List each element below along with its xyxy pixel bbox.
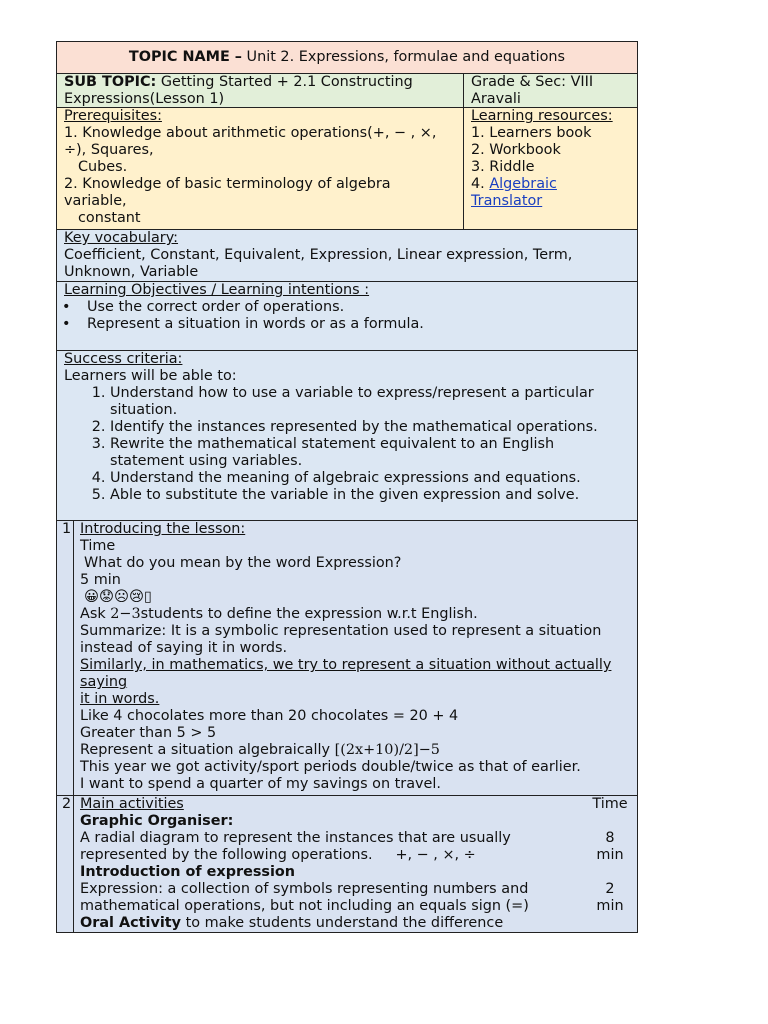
section-2-number: 2 (62, 796, 72, 812)
intro-this-year: This year we got activity/sport periods double/twice as that of earlier. (80, 759, 581, 775)
success-heading: Success criteria: (64, 351, 183, 367)
subtopic-label: SUB TOPIC: (64, 74, 157, 90)
section-2-content (73, 795, 638, 933)
objective-item: • Use the correct order of operations. (64, 299, 630, 316)
intro-question: What do you mean by the word Expression? (84, 555, 402, 571)
intro-ask: Ask 2−3students to define the expression w.r.t English. (80, 606, 478, 622)
prerequisite-1-cont: Cubes. (78, 159, 128, 175)
vocabulary-cell (56, 229, 638, 282)
topic-header (56, 41, 638, 74)
organiser-time: 8 (605, 830, 615, 846)
intro-similarly-cont: it in words. (80, 691, 160, 707)
intro-expression-time: 2 (605, 881, 615, 897)
prerequisites-heading: Prerequisites: (64, 108, 162, 124)
grade-text: Grade & Sec: VIII Aravali (471, 74, 594, 107)
prerequisite-2-cont: constant (78, 210, 141, 226)
objectives-cell (56, 281, 638, 351)
emoji-rating-icons: 😀😟☹😢▯ (84, 589, 152, 605)
resources-cell (463, 107, 638, 230)
section-1-number: 1 (62, 521, 72, 537)
intro-represent: Represent a situation algebraically [(2x+10)/2]−5 (80, 742, 440, 758)
prerequisite-2: 2. Knowledge of basic terminology of algebra variable, (64, 176, 391, 209)
intro-summarize: Summarize: It is a symbolic representation used to represent a situation instead of saying it in words. (80, 623, 602, 656)
intro-time-label: Time (80, 538, 116, 554)
topic-value: Unit 2. Expressions, formulae and equations (241, 49, 566, 65)
oral-activity: Oral Activity to make students understand the difference (80, 915, 504, 931)
success-list (64, 385, 630, 504)
success-item: 2. Identify the instances represented by the mathematical operations. (110, 419, 630, 436)
intro-time-value: 5 min (80, 572, 121, 588)
main-heading: Main activities (80, 796, 184, 812)
resource-item: 1. Learners book (471, 125, 592, 141)
resource-item-4: 4. Algebraic Translator (471, 176, 557, 209)
resource-item: 3. Riddle (471, 159, 535, 175)
intro-similarly: Similarly, in mathematics, we try to represent a situation without actually saying (80, 657, 612, 690)
section-2-number-cell (56, 795, 74, 933)
vocabulary-text: Coefficient, Constant, Equivalent, Expression, Linear expression, Term, Unknown, Variable (64, 247, 573, 280)
topic-label: TOPIC NAME – (128, 49, 242, 65)
intro-heading: Introducing the lesson: (80, 521, 246, 537)
resources-heading: Learning resources: (471, 108, 613, 124)
organiser-text: A radial diagram to represent the instances that are usually represented by the following operations. +, − , ×, ÷ (80, 830, 511, 863)
prerequisites-cell (56, 107, 464, 230)
vocabulary-heading: Key vocabulary: (64, 230, 179, 246)
success-item: 4. Understand the meaning of algebraic expressions and equations. (110, 470, 630, 487)
subtopic-cell (56, 73, 464, 108)
intro-expression-text: Expression: a collection of symbols representing numbers and mathematical operations, but not including an equals sign (=) (80, 881, 529, 914)
objective-item: • Represent a situation in words or as a formula. (64, 316, 630, 333)
grade-cell (463, 73, 638, 108)
success-item: 3. Rewrite the mathematical statement equivalent to an English statement using variables. (110, 436, 630, 470)
resource-item: 2. Workbook (471, 142, 561, 158)
success-criteria-cell (56, 350, 638, 521)
intro-expression-time-unit: min (596, 898, 624, 914)
objectives-heading: Learning Objectives / Learning intentions : (64, 282, 370, 298)
prerequisite-1: 1. Knowledge about arithmetic operations(+, − , ×, ÷), Squares, (64, 125, 437, 158)
intro-like: Like 4 chocolates more than 20 chocolates = 20 + 4 (80, 708, 459, 724)
organiser-title: Graphic Organiser: (80, 813, 234, 829)
section-1-content (73, 520, 638, 796)
main-time-label: Time (592, 796, 628, 812)
intro-greater: Greater than 5 > 5 (80, 725, 217, 741)
organiser-time-unit: min (596, 847, 624, 863)
intro-spend: I want to spend a quarter of my savings on travel. (80, 776, 441, 792)
intro-expression-title: Introduction of expression (80, 864, 296, 880)
subtopic-value: Getting Started + 2.1 Constructing Expressions(Lesson 1) (64, 74, 413, 107)
success-item: 1. Understand how to use a variable to express/represent a particular situation. (110, 385, 630, 419)
success-intro: Learners will be able to: (64, 368, 237, 384)
success-item: 5. Able to substitute the variable in the given expression and solve. (110, 487, 630, 504)
section-1-number-cell (56, 520, 74, 796)
algebraic-translator-link[interactable]: Algebraic Translator (471, 176, 557, 209)
